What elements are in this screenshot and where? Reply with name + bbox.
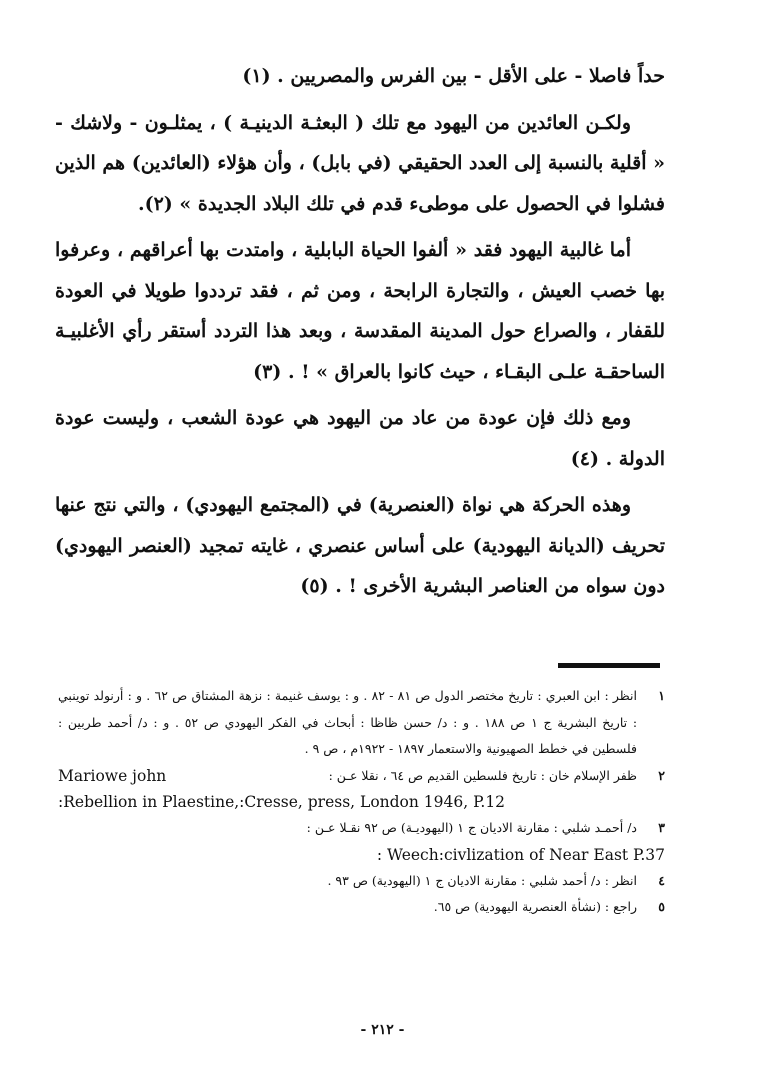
footnote-text: راجع : (نشأة العنصرية اليهودية) ص ٦٥. bbox=[433, 899, 637, 914]
footnote-2 bbox=[58, 763, 665, 790]
paragraph-5: وهذه الحركة هي نواة (العنصرية) في (المجتمع اليهودي) ، والتي نتج عنها تحريف (الديانة اليهودية) على أساس عنصري ، غايته تمجيد (العنصر اليهودي) دون سواه من العناصر البشرية الأخرى ! . (٥) bbox=[55, 494, 665, 597]
paragraph-4: ومع ذلك فإن عودة من عاد من اليهود هي عودة الشعب ، وليست عودة الدولة . (٤) bbox=[55, 407, 665, 470]
footnote-text: انظر : د/ أحمد شلبي : مقارنة الاديان ج ١ (اليهودية) ص ٩٣ . bbox=[327, 872, 637, 888]
footnote-4 bbox=[58, 868, 665, 895]
footnote-latin-author: Mariowe john bbox=[58, 766, 167, 785]
footnote-3 bbox=[58, 815, 665, 842]
footnote-number: ١ bbox=[658, 688, 665, 703]
footnote-latin-reference: : Weech:civlization of Near East P.37 bbox=[376, 845, 665, 864]
footnote-latin-reference: :Rebellion in Plaestine,:Cresse, press, London 1946, P.12 bbox=[58, 793, 506, 811]
footnote-divider bbox=[558, 663, 660, 668]
footnote-number: ٢ bbox=[658, 767, 665, 783]
footnote-text: د/ أحمـد شلبي : مقارنة الاديان ج ١ (اليهوديـة) ص ٩٢ نقـلا عـن : bbox=[306, 820, 637, 835]
main-text bbox=[55, 56, 665, 613]
footnote-5 bbox=[58, 894, 665, 921]
footnotes bbox=[58, 683, 665, 921]
footnote-number: ٥ bbox=[658, 899, 665, 914]
footnote-number: ٣ bbox=[658, 820, 665, 835]
footnote-text: ظفر الإسلام خان : تاريخ فلسطين القديم ص ٦٤ ، نقلا عـن : bbox=[328, 767, 637, 783]
page-number: - ٢١٢ - bbox=[360, 1022, 405, 1038]
footnote-1 bbox=[58, 683, 665, 763]
footnote-text: انظر : ابن العبري : تاريخ مختصر الدول ص ٨١ - ٨٢ . و : يوسف غنيمة : نزهة المشتاق ص ٦٢ . و : أرنولد توينبي : تاريخ البشرية ج ١ ص ١٨٨ . و : د/ حسن ظاظا : أبحاث في الفكر اليهودي ص ٥٢ . و : د/ أحمد طربين : فلسطين في خطط الصهيونية والاستعمار ١٨٩٧ - ١٩٢٢م ، ص ٩ . bbox=[58, 688, 638, 756]
paragraph-3: أما غالبية اليهود فقد « ألفوا الحياة البابلية ، وامتدت بها أعراقهم ، وعرفوا بها خصب العيش ، والتجارة الرابحة ، ومن ثم ، فقد ترددوا طويلا في العودة للقفار ، والصراع حول المدينة المقدسة ، وبعد هذا التردد أستقر رأي الأغلبيـة الساحقـة علـى البقـاء ، حيث كانوا بالعراق » ! . (٣) bbox=[55, 239, 665, 383]
footnote-number: ٤ bbox=[658, 872, 665, 888]
paragraph-2: ولكـن العائدين من اليهود مع تلك ( البعثـة الدينيـة ) ، يمثلـون - ولاشك - « أقلية بالنسبة إلى العدد الحقيقي (في بابل) ، وأن هؤلاء (العائدين) هم الذين فشلوا في الحصول على موطىء قدم في تلك البلاد الجديدة » (٢). bbox=[55, 111, 665, 215]
paragraph-1: حداً فاصلا - على الأقل - بين الفرس والمصريين . (١) bbox=[242, 65, 665, 87]
